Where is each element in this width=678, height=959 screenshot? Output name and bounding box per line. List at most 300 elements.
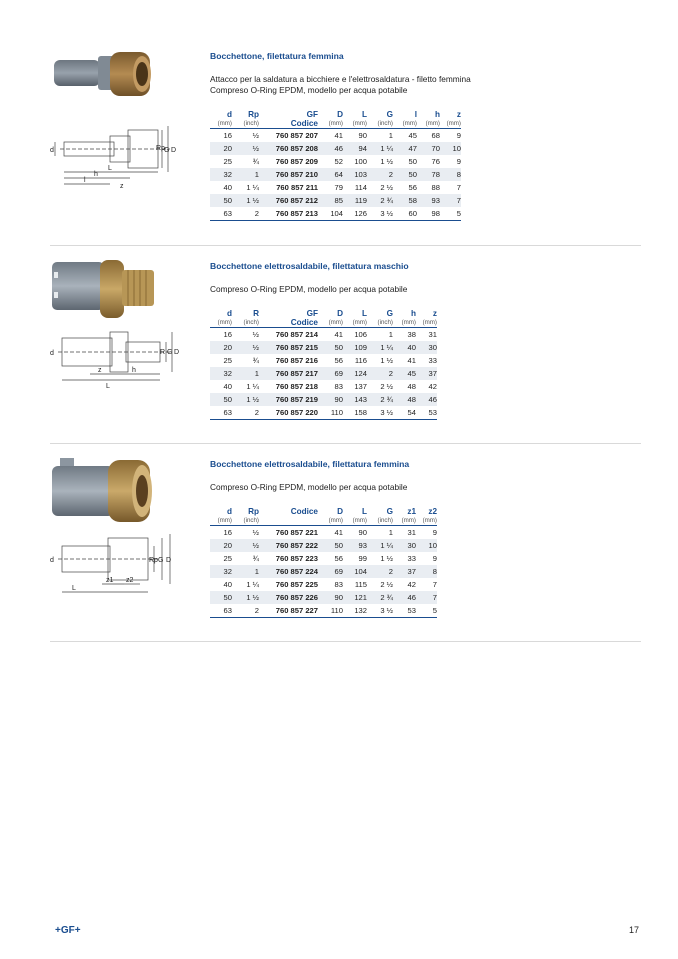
table-cell: 2 ¾ (367, 194, 393, 207)
table-row (210, 380, 437, 393)
header-cell: L (361, 507, 367, 516)
table-cell: 2 (232, 604, 259, 618)
table-row (210, 367, 437, 380)
table-cell: 32 (210, 565, 232, 578)
table-cell: 8 (416, 565, 437, 578)
table-cell: 30 (393, 539, 416, 552)
table-cell: 68 (431, 131, 440, 140)
table-cell: 114 (354, 183, 367, 192)
table-cell: 7 (440, 194, 461, 207)
header-cell: R (253, 309, 259, 318)
drawing-label-small-l: l (84, 177, 86, 184)
unit-cell: (inch) (232, 319, 259, 328)
table-cell: 5 (416, 604, 437, 618)
table-row (210, 181, 461, 194)
unit-cell: (mm) (318, 319, 343, 328)
table-cell: 37 (393, 565, 416, 578)
table-cell: 64 (318, 168, 343, 181)
table-cell: 41 (407, 356, 416, 365)
product-code: 760 857 214 (275, 330, 318, 339)
unit-cell: (inch) (232, 517, 259, 526)
drawing-label-big-d: D (174, 349, 180, 356)
table-cell: 25 (223, 356, 232, 365)
product-title: Bocchettone elettrosaldabile, filettatura femmina (210, 459, 410, 469)
product-code: 760 857 212 (259, 194, 318, 207)
table-cell: 42 (428, 382, 437, 391)
table-cell: 33 (428, 356, 437, 365)
table-cell: 99 (358, 554, 367, 563)
unit-cell: (inch) (367, 120, 393, 129)
table-row (210, 565, 437, 578)
table-cell: 32 (210, 367, 232, 380)
table-cell: 31 (428, 330, 437, 339)
table-header-row (210, 109, 461, 120)
drawing-label-d: d (50, 350, 54, 357)
table-cell: 100 (354, 157, 367, 166)
unit-cell: (mm) (210, 517, 232, 526)
header-cell: z (456, 110, 461, 119)
table-cell: 46 (318, 142, 343, 155)
table-cell: 104 (343, 565, 367, 578)
table-row (210, 142, 461, 155)
header-cell: Codice (290, 507, 318, 516)
table-cell: 9 (432, 554, 437, 563)
table-cell: 20 (210, 539, 232, 552)
drawing-label-l: L (108, 165, 112, 172)
table-cell: 83 (334, 382, 343, 391)
table-cell: 70 (417, 142, 440, 155)
header-cell: GF (306, 309, 318, 318)
drawing-label-z1: z1 (106, 577, 114, 584)
product-photo-male-union (50, 258, 160, 324)
table-cell: 32 (210, 168, 232, 181)
header-cell: G (386, 110, 393, 119)
unit-cell: (mm) (416, 517, 437, 526)
table-cell: 9 (456, 157, 461, 166)
unit-cell: (inch) (367, 517, 393, 526)
table-cell: 1 ¼ (246, 580, 259, 589)
table-cell: 25 (223, 554, 232, 563)
table-cell: 115 (354, 580, 367, 589)
header-cell: G (386, 309, 393, 318)
table-cell: 1 (388, 528, 393, 537)
drawing-label-z: z (98, 367, 102, 374)
product-code: 760 857 226 (259, 591, 318, 604)
table-header-row (210, 506, 437, 517)
unit-cell: (mm) (343, 517, 367, 526)
table-row (210, 406, 437, 420)
table-cell: 30 (416, 341, 437, 354)
table-cell: 7 (432, 580, 437, 589)
table-cell: 90 (358, 528, 367, 537)
technical-drawing-2 (50, 326, 185, 392)
table-cell: 1 ½ (232, 194, 259, 207)
table-cell: 143 (343, 393, 367, 406)
unit-cell: (mm) (343, 319, 367, 328)
table-cell: 103 (343, 168, 367, 181)
table-cell: ½ (252, 330, 259, 339)
product-code: 760 857 223 (275, 554, 318, 563)
table-cell: 10 (416, 539, 437, 552)
product-code: 760 857 224 (259, 565, 318, 578)
unit-cell: (mm) (210, 120, 232, 129)
header-cell: L (361, 110, 367, 119)
table-cell: 1 (232, 367, 259, 380)
table-cell: 158 (343, 406, 367, 420)
header-cell: l (414, 110, 417, 119)
table-cell: ¾ (252, 554, 259, 563)
table-cell: 1 ¼ (367, 539, 393, 552)
table-cell: 85 (318, 194, 343, 207)
table-cell: 50 (318, 539, 343, 552)
table-cell: 90 (318, 393, 343, 406)
header-cell: d (226, 309, 232, 318)
table-cell: 52 (334, 157, 343, 166)
table-cell: 88 (431, 183, 440, 192)
product-code: 760 857 217 (259, 367, 318, 380)
dimensions-table (210, 506, 437, 618)
table-cell: 79 (334, 183, 343, 192)
table-cell: 2 (367, 168, 393, 181)
product-code: 760 857 216 (275, 356, 318, 365)
table-cell: 46 (393, 591, 416, 604)
table-cell: 1 ½ (380, 157, 393, 166)
table-cell: 69 (318, 565, 343, 578)
product-description (210, 74, 490, 96)
dimensions-table (210, 308, 437, 420)
table-row (210, 604, 437, 618)
table-cell: 50 (210, 194, 232, 207)
header-cell: L (361, 309, 367, 318)
drawing-label-g: G (164, 147, 170, 154)
table-cell: 45 (393, 367, 416, 380)
table-cell: 10 (440, 142, 461, 155)
table-cell: 104 (318, 207, 343, 221)
product-code: 760 857 222 (259, 539, 318, 552)
unit-cell: (mm) (440, 120, 461, 129)
product-title: Bocchettone elettrosaldabile, filettatura maschio (210, 261, 409, 271)
table-cell: 40 (223, 580, 232, 589)
table-cell: 25 (223, 157, 232, 166)
table-row (210, 354, 437, 367)
header-cell: d (226, 507, 232, 516)
product-details-3 (210, 459, 490, 618)
table-cell: 33 (407, 554, 416, 563)
table-cell: 2 ¾ (367, 591, 393, 604)
table-cell: 50 (408, 157, 417, 166)
table-cell: 3 ½ (367, 406, 393, 420)
table-row (210, 578, 437, 591)
table-cell: 1 ¼ (246, 183, 259, 192)
table-cell: 8 (440, 168, 461, 181)
table-cell: 40 (223, 382, 232, 391)
table-cell: 106 (354, 330, 367, 339)
table-cell: 110 (318, 604, 343, 618)
drawing-label-z2: z2 (126, 577, 134, 584)
product-code: 760 857 218 (275, 382, 318, 391)
table-cell: ½ (232, 341, 259, 354)
table-cell: ½ (252, 528, 259, 537)
table-cell: 41 (334, 330, 343, 339)
drawing-label-g: G (167, 349, 173, 356)
table-cell: 2 ½ (380, 580, 393, 589)
table-cell: 7 (456, 183, 461, 192)
table-cell: 41 (334, 528, 343, 537)
table-row (210, 168, 461, 181)
product-code: 760 857 210 (259, 168, 318, 181)
product-code: 760 857 215 (259, 341, 318, 354)
table-cell: 48 (393, 393, 416, 406)
table-cell: 42 (407, 580, 416, 589)
table-cell: 50 (318, 341, 343, 354)
description-line: Compreso O-Ring EPDM, modello per acqua potabile (210, 482, 408, 492)
table-row (210, 591, 437, 604)
unit-cell: (mm) (210, 319, 232, 328)
table-header-row (210, 308, 437, 319)
product-photo-electrofusion-female-union (50, 456, 160, 530)
table-row (210, 207, 461, 221)
table-cell: 40 (223, 183, 232, 192)
table-cell: 46 (416, 393, 437, 406)
unit-cell: (inch) (232, 120, 259, 129)
header-cell: z1 (407, 507, 416, 516)
header-cell: Rp (248, 507, 259, 516)
gf-logo: +GF+ (55, 925, 81, 936)
drawing-label-l: L (72, 585, 76, 592)
table-cell: 50 (210, 393, 232, 406)
product-code: 760 857 221 (275, 528, 318, 537)
table-cell: 31 (407, 528, 416, 537)
drawing-label-h: h (94, 171, 98, 178)
drawing-label-l: L (106, 383, 110, 390)
drawing-label-z: z (120, 183, 124, 190)
table-cell: 2 ½ (380, 382, 393, 391)
unit-cell: (mm) (393, 517, 416, 526)
unit-cell: (mm) (343, 120, 367, 129)
section-divider (50, 443, 641, 444)
drawing-label-r: R (160, 349, 166, 356)
unit-cell: (inch) (367, 319, 393, 328)
table-cell: 2 (367, 565, 393, 578)
table-cell: 1 ¼ (367, 341, 393, 354)
table-cell: 53 (416, 406, 437, 420)
table-cell: 56 (408, 183, 417, 192)
table-cell: 1 (388, 330, 393, 339)
table-cell: 116 (354, 356, 367, 365)
table-cell: 110 (318, 406, 343, 420)
header-cell: Rp (248, 110, 259, 119)
header-cell: h (410, 309, 416, 318)
technical-drawing-1 (50, 120, 185, 190)
table-cell: 7 (416, 591, 437, 604)
table-cell: 20 (210, 142, 232, 155)
header-cell: D (337, 110, 343, 119)
header-cell: GF (306, 110, 318, 119)
table-cell: 60 (393, 207, 417, 221)
header-cell: h (434, 110, 440, 119)
table-row (210, 341, 437, 354)
product-code: 760 857 208 (259, 142, 318, 155)
table-cell: 1 ½ (380, 356, 393, 365)
product-details-1 (210, 51, 490, 221)
header-cell: d (226, 110, 232, 119)
section-divider (50, 641, 641, 642)
product-code: 760 857 209 (275, 157, 318, 166)
product-photo-female-union (50, 50, 160, 120)
product-code: 760 857 213 (259, 207, 318, 221)
table-row (210, 526, 437, 540)
unit-cell: (mm) (393, 319, 416, 328)
drawing-label-h: h (132, 367, 136, 374)
table-cell: 9 (432, 528, 437, 537)
drawing-label-g: G (158, 557, 164, 564)
table-cell: 119 (343, 194, 367, 207)
unit-cell: (mm) (417, 120, 440, 129)
table-cell: 48 (407, 382, 416, 391)
section-divider (50, 245, 641, 246)
table-cell: 76 (431, 157, 440, 166)
table-cell: 54 (393, 406, 416, 420)
table-cell: 2 ¾ (367, 393, 393, 406)
table-cell: 126 (343, 207, 367, 221)
header-cell: D (337, 507, 343, 516)
table-cell: 90 (318, 591, 343, 604)
drawing-label-big-d: D (171, 147, 177, 154)
product-title: Bocchettone, filettatura femmina (210, 51, 344, 61)
table-cell: 1 (232, 565, 259, 578)
table-cell: 1 ½ (380, 554, 393, 563)
table-cell: 2 (232, 207, 259, 221)
table-cell: 3 ½ (367, 207, 393, 221)
table-cell: 16 (223, 330, 232, 339)
table-cell: 56 (334, 356, 343, 365)
table-cell: 58 (393, 194, 417, 207)
product-code: 760 857 225 (275, 580, 318, 589)
unit-cell: Codice (259, 120, 318, 129)
product-code: 760 857 227 (259, 604, 318, 618)
header-cell: G (386, 507, 393, 516)
table-cell: 94 (343, 142, 367, 155)
table-cell: 78 (417, 168, 440, 181)
table-cell: 121 (343, 591, 367, 604)
product-code: 760 857 211 (276, 183, 318, 192)
table-cell: 45 (408, 131, 417, 140)
product-code: 760 857 220 (259, 406, 318, 420)
table-cell: 93 (343, 539, 367, 552)
table-cell: 109 (343, 341, 367, 354)
table-row (210, 328, 437, 342)
header-cell: z2 (428, 507, 437, 516)
unit-cell: (mm) (318, 517, 343, 526)
header-cell: D (337, 309, 343, 318)
unit-cell: (mm) (393, 120, 417, 129)
unit-cell: (mm) (416, 319, 437, 328)
table-cell: 1 ¼ (367, 142, 393, 155)
description-line: Attacco per la saldatura a bicchiere e l'elettrosaldatura - filetto femmina (210, 74, 471, 84)
table-cell: 63 (210, 207, 232, 221)
table-cell: 1 ½ (232, 591, 259, 604)
table-row (210, 194, 461, 207)
table-cell: 98 (417, 207, 440, 221)
table-cell: 16 (223, 528, 232, 537)
table-cell: 5 (440, 207, 461, 221)
table-cell: 41 (334, 131, 343, 140)
description-line: Compreso O-Ring EPDM, modello per acqua potabile (210, 284, 408, 294)
product-description (210, 482, 490, 493)
table-row (210, 552, 437, 565)
drawing-label-rp: Rp (156, 145, 165, 152)
table-cell: ¾ (252, 356, 259, 365)
table-cell: 1 ½ (232, 393, 259, 406)
table-cell: 1 (388, 131, 393, 140)
table-cell: 90 (358, 131, 367, 140)
table-cell: 93 (417, 194, 440, 207)
unit-cell (259, 517, 318, 526)
drawing-label-rp: Rp (149, 557, 158, 564)
table-row (210, 155, 461, 168)
table-cell: 9 (456, 131, 461, 140)
table-cell: 124 (343, 367, 367, 380)
table-unit-row (210, 120, 461, 129)
table-cell: 20 (210, 341, 232, 354)
table-cell: 83 (334, 580, 343, 589)
table-row (210, 393, 437, 406)
drawing-label-d: d (50, 147, 54, 154)
table-row (210, 539, 437, 552)
table-cell: 63 (210, 406, 232, 420)
table-cell: 69 (318, 367, 343, 380)
table-cell: 2 (367, 367, 393, 380)
table-unit-row (210, 517, 437, 526)
drawing-label-big-d: D (166, 557, 172, 564)
table-cell: 47 (393, 142, 417, 155)
page-number: 17 (629, 925, 640, 935)
table-cell: 137 (354, 382, 367, 391)
unit-cell: (mm) (318, 120, 343, 129)
table-cell: 132 (343, 604, 367, 618)
table-cell: 40 (393, 341, 416, 354)
header-cell: z (432, 309, 437, 318)
unit-cell: Codice (259, 319, 318, 328)
table-cell: 16 (223, 131, 232, 140)
technical-drawing-3 (50, 532, 185, 596)
table-cell: ½ (232, 142, 259, 155)
table-cell: ½ (232, 539, 259, 552)
table-cell: 2 ½ (380, 183, 393, 192)
table-unit-row (210, 319, 437, 328)
table-cell: 2 (232, 406, 259, 420)
table-cell: 50 (210, 591, 232, 604)
table-cell: 50 (393, 168, 417, 181)
table-cell: ½ (252, 131, 259, 140)
table-cell: 1 ¼ (246, 382, 259, 391)
description-line: Compreso O-Ring EPDM, modello per acqua potabile (210, 85, 408, 95)
dimensions-table (210, 109, 461, 221)
table-cell: 1 (232, 168, 259, 181)
product-code: 760 857 219 (259, 393, 318, 406)
table-cell: 56 (334, 554, 343, 563)
product-details-2 (210, 261, 490, 420)
table-cell: 3 ½ (367, 604, 393, 618)
table-cell: ¾ (252, 157, 259, 166)
table-cell: 38 (407, 330, 416, 339)
table-cell: 63 (210, 604, 232, 618)
table-cell: 53 (393, 604, 416, 618)
drawing-label-d: d (50, 557, 54, 564)
product-description (210, 284, 490, 295)
table-row (210, 129, 461, 143)
product-code: 760 857 207 (275, 131, 318, 140)
